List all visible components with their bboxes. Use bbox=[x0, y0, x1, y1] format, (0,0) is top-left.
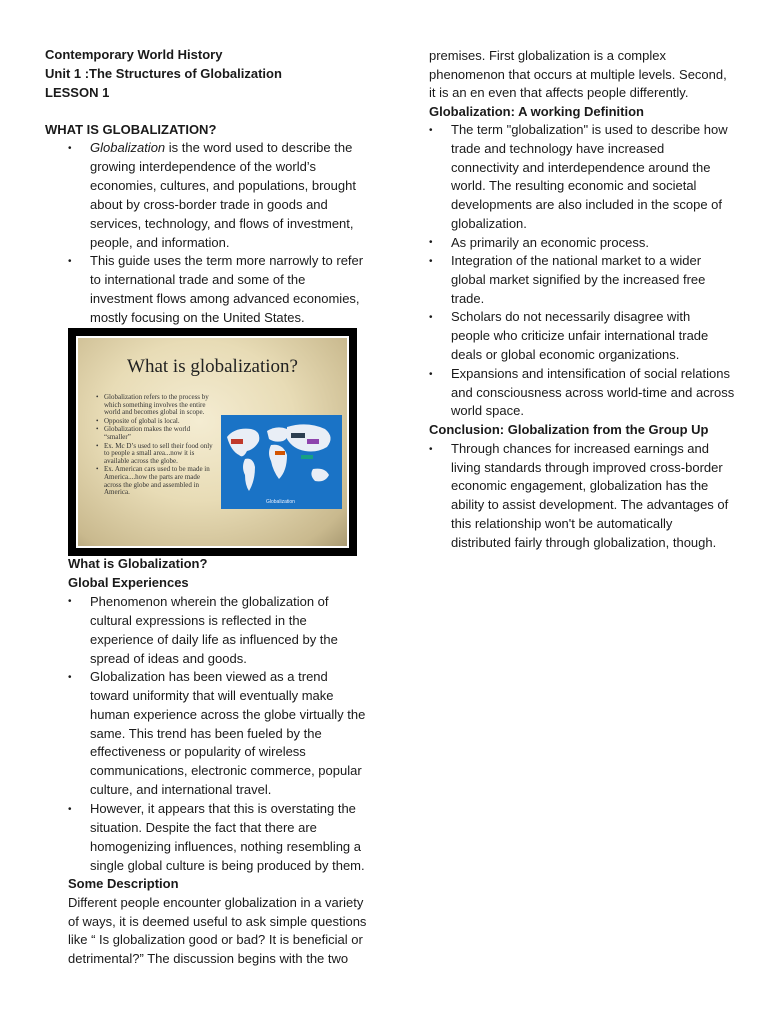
guide-line: to international trade and some of the bbox=[90, 272, 306, 287]
description-line: Different people encounter globalization in a variety bbox=[68, 895, 364, 910]
section-heading-what-is-globalization: WHAT IS GLOBALIZATION? bbox=[45, 122, 217, 137]
definition-bullet-line: people who criticize unfair international trade bbox=[451, 328, 709, 343]
definition-bullet-line: world space. bbox=[451, 403, 524, 418]
slide-bullet-list bbox=[96, 394, 218, 498]
definition-bullet-line: The term "globalization" is used to describe how bbox=[451, 122, 728, 137]
lesson-title: LESSON 1 bbox=[45, 85, 110, 100]
conclusion-line: living standards through improved cross-border bbox=[451, 460, 723, 475]
continuation-line: phenomenon that occurs at multiple levels. Second, bbox=[429, 67, 727, 82]
description-line: detrimental?” The discussion begins with the two bbox=[68, 951, 349, 966]
definition-bullet-line: connectivity and interdependence around the bbox=[451, 160, 711, 175]
definition-text: is the word used to describe the bbox=[165, 140, 353, 155]
map-caption: Globalization bbox=[266, 499, 295, 505]
definition-bullet-line: Expansions and intensification of social relations bbox=[451, 366, 730, 381]
guide-line: This guide uses the term more narrowly to refer bbox=[90, 253, 364, 268]
experience-line: single global culture is being produced by them. bbox=[90, 858, 365, 873]
slide-bullet: • Ex. American cars used to be made in America....how the parts are made across the globe and assembled in America. bbox=[96, 466, 218, 496]
definition-bullet-line: and consciousness across world-time and across bbox=[451, 385, 735, 400]
guide-line: investment flows among advanced economies, bbox=[90, 291, 360, 306]
slide-bullet: • Globalization refers to the process by which something involves the entire world and becomes global in scope. bbox=[96, 394, 218, 417]
experience-line: situation. Despite the fact that there are bbox=[90, 820, 317, 835]
experience-line: communications, electronic commerce, popular bbox=[90, 763, 362, 778]
experience-line: toward uniformity that will eventually make bbox=[90, 688, 334, 703]
definition-line: growing interdependence of the world’s bbox=[90, 159, 316, 174]
experience-line: spread of ideas and goods. bbox=[90, 651, 247, 666]
definition-bullet-line: Integration of the national market to a wider bbox=[451, 253, 702, 268]
bullet-marker: • bbox=[68, 804, 72, 815]
experience-line: Phenomenon wherein the globalization of bbox=[90, 594, 329, 609]
globalization-term: Globalization bbox=[90, 140, 166, 155]
definition-bullet-line: world. The resulting economic and societal bbox=[451, 178, 697, 193]
definition-bullet-line: global market signified by the increased free bbox=[451, 272, 706, 287]
definition-bullet-line: developments are also included in the scope of bbox=[451, 197, 723, 212]
subheading-some-description: Some Description bbox=[68, 876, 179, 891]
conclusion-line: this relationship won't be automatically bbox=[451, 516, 673, 531]
description-line: like “ Is globalization good or bad? It is beneficial or bbox=[68, 932, 363, 947]
bullet-marker: • bbox=[429, 125, 433, 136]
globalization-slide-image bbox=[68, 328, 357, 556]
bullet-marker: • bbox=[68, 672, 72, 683]
experience-line: However, it appears that this is overstating the bbox=[90, 801, 356, 816]
bullet-marker: • bbox=[429, 444, 433, 455]
definition-line: people, and information. bbox=[90, 235, 230, 250]
bullet-marker: • bbox=[429, 237, 433, 248]
experience-line: cultural expressions is reflected in the bbox=[90, 613, 307, 628]
subheading-global-experiences: Global Experiences bbox=[68, 575, 189, 590]
definition-line: about by cross-border trade in goods and bbox=[90, 197, 328, 212]
bullet-marker: • bbox=[68, 256, 72, 267]
conclusion-line: Through chances for increased earnings and bbox=[451, 441, 709, 456]
conclusion-line: distributed fairly through globalization, though. bbox=[451, 535, 717, 550]
course-title: Contemporary World History bbox=[45, 47, 223, 62]
continuation-line: premises. First globalization is a complex bbox=[429, 48, 666, 63]
experience-line: same. This trend has been fueled by the bbox=[90, 726, 322, 741]
experience-line: human experience across the globe virtually the bbox=[90, 707, 366, 722]
definition-bullet-line: deals or global economic organizations. bbox=[451, 347, 680, 362]
world-map-image bbox=[221, 415, 342, 509]
definition-line: economies, cultures, and populations, brought bbox=[90, 178, 356, 193]
experience-line: effectiveness or popularity of wireless bbox=[90, 744, 306, 759]
definition-bullet-line: As primarily an economic process. bbox=[451, 235, 649, 250]
definition-line bbox=[90, 139, 352, 158]
definition-bullet-line: trade. bbox=[451, 291, 485, 306]
slide-bullet: • Opposite of global is local. bbox=[96, 418, 218, 426]
definition-bullet-line: globalization. bbox=[451, 216, 527, 231]
bullet-marker: • bbox=[68, 143, 72, 154]
guide-line: mostly focusing on the United States. bbox=[90, 310, 305, 325]
heading-working-definition: Globalization: A working Definition bbox=[429, 104, 644, 119]
unit-title: Unit 1 :The Structures of Globalization bbox=[45, 66, 282, 81]
slide-bullet: • Globalization makes the world “smaller” bbox=[96, 426, 218, 441]
conclusion-line: economic engagement, globalization has the bbox=[451, 478, 709, 493]
slide-title: What is globalization? bbox=[127, 356, 298, 377]
bullet-marker: • bbox=[429, 256, 433, 267]
definition-bullet-line: Scholars do not necessarily disagree with bbox=[451, 309, 691, 324]
definition-line: services, technology, and flows of investment, bbox=[90, 216, 354, 231]
bullet-marker: • bbox=[68, 596, 72, 607]
bullet-marker: • bbox=[429, 369, 433, 380]
experience-line: culture, and international travel. bbox=[90, 782, 272, 797]
conclusion-line: ability to assist development. The advantages of bbox=[451, 497, 729, 512]
slide-frame bbox=[76, 336, 349, 548]
definition-bullet-line: trade and technology have increased bbox=[451, 141, 665, 156]
world-map-icon bbox=[221, 415, 342, 509]
experience-line: Globalization has been viewed as a trend bbox=[90, 669, 328, 684]
bullet-marker: • bbox=[429, 312, 433, 323]
experience-line: homogenizing influences, nothing resembling a bbox=[90, 839, 362, 854]
slide-bullet: • Ex. Mc D’s used to sell their food only to people a small area...now it is available across the globe. bbox=[96, 443, 218, 466]
section-heading-what-is-globalization-2: What is Globalization? bbox=[68, 556, 208, 571]
description-line: of ways, it is deemed useful to ask simple questions bbox=[68, 914, 367, 929]
experience-line: experience of daily life as influenced by the bbox=[90, 632, 338, 647]
continuation-line: it is an en even that affects people differently. bbox=[429, 85, 689, 100]
heading-conclusion: Conclusion: Globalization from the Group Up bbox=[429, 422, 709, 437]
